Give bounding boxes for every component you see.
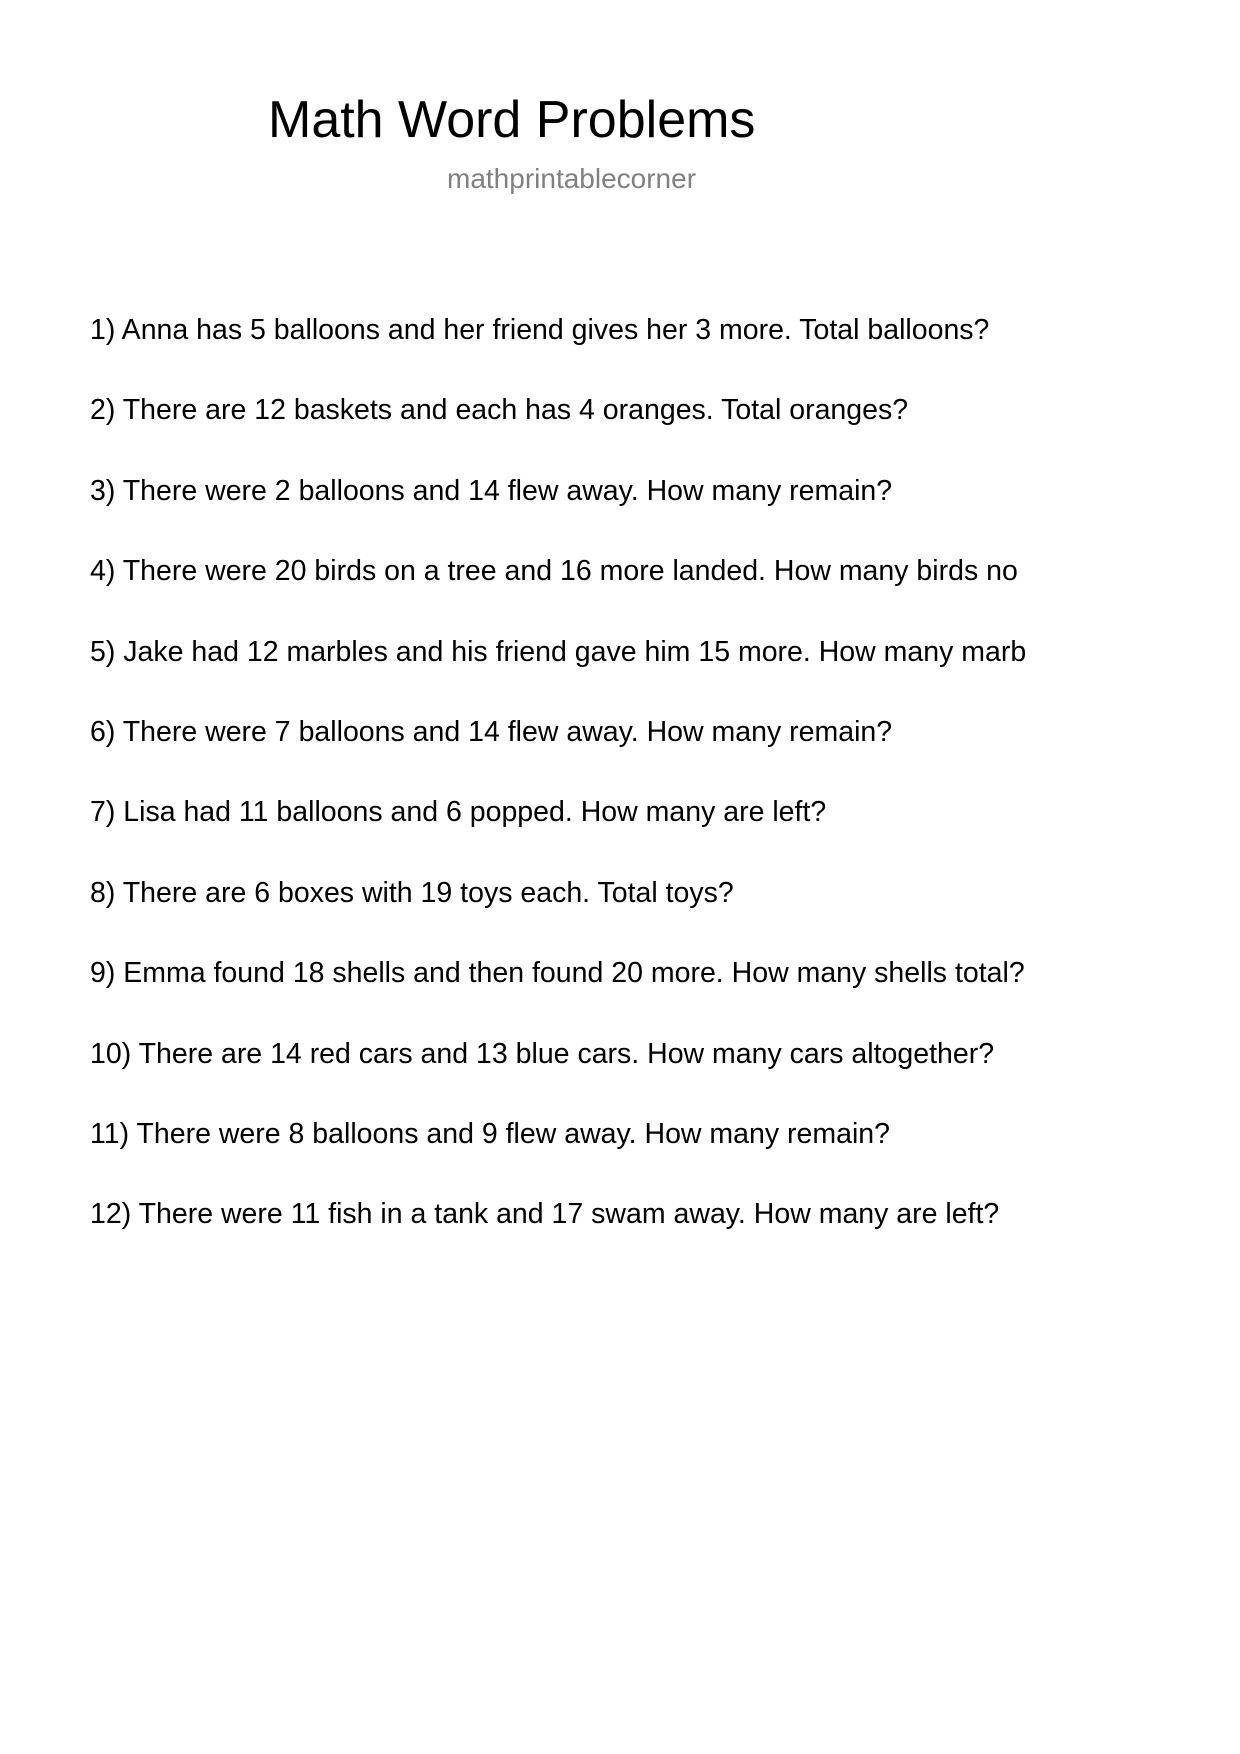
problem-item: 10) There are 14 red cars and 13 blue cars. How many cars altogether? [90,1037,995,1070]
problem-item: 7) Lisa had 11 balloons and 6 popped. How many are left? [90,796,827,829]
page-subtitle: mathprintablecorner [447,163,697,194]
problem-item: 1) Anna has 5 balloons and her friend gives her 3 more. Total balloons? [90,314,990,346]
problem-item: 4) There were 20 birds on a tree and 16 more landed. How many birds no [90,555,1018,588]
problem-item: 11) There were 8 balloons and 9 flew away. How many remain? [90,1117,890,1150]
problem-item: 5) Jake had 12 marbles and his friend gave him 15 more. How many marb [90,635,1027,668]
problem-item: 12) There were 11 fish in a tank and 17 swam away. How many are left? [90,1198,1000,1231]
problem-list [90,312,1026,1277]
problem-item: 9) Emma found 18 shells and then found 20 more. How many shells total? [90,957,1025,990]
problem-item: 6) There were 7 balloons and 14 flew away. How many remain? [90,715,893,748]
problem-item: 8) There are 6 boxes with 19 toys each. Total toys? [90,876,734,909]
page-title: Math Word Problems [268,91,756,149]
problem-item: 3) There were 2 balloons and 14 flew away. How many remain? [90,474,893,507]
problem-item: 2) There are 12 baskets and each has 4 oranges. Total oranges? [90,394,909,427]
